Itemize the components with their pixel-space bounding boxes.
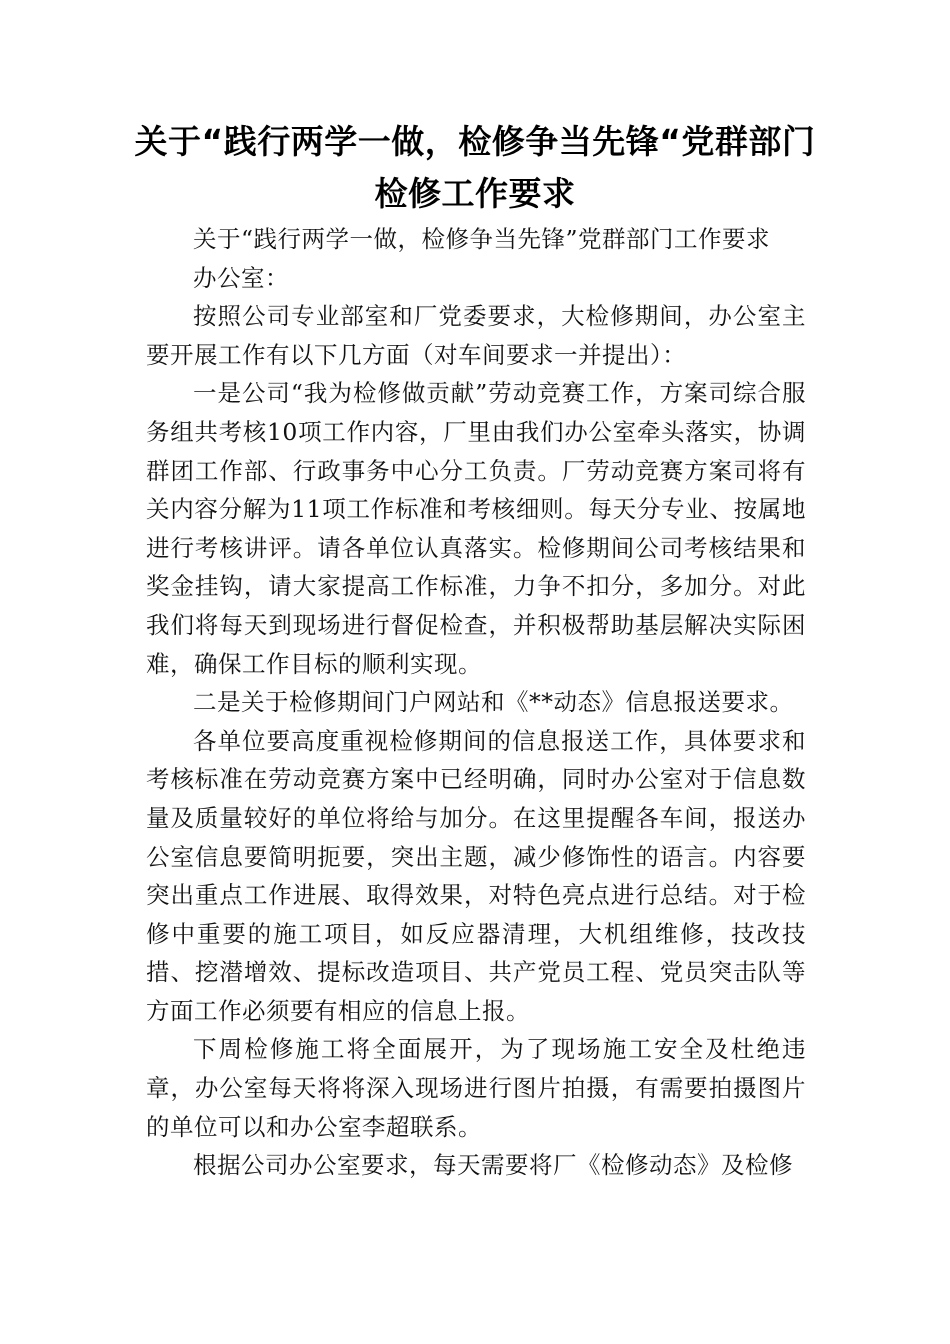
paragraph-item-one: 一是公司“我为检修做贡献”劳动竞赛工作，方案司综合服务组共考核10项工作内容，厂里由我们办公室牵头落实，协调群团工作部、行政事务中心分工负责。厂劳动竞赛方案司将有关内容分解为11项工作标准和考核细则。每天分专业、按属地进行考核讲评。请各单位认真落实。检修期间公司考核结果和奖金挂钩，请大家提高工作标准，力争不扣分，多加分。对此我们将每天到现场进行督促检查，并积极帮助基层解决实际困难，确保工作目标的顺利实现。 [146, 379, 806, 678]
paragraph-subject: 关于“践行两学一做，检修争当先锋”党群部门工作要求 [193, 225, 771, 253]
paragraph-addressee: 办公室： [193, 263, 289, 292]
paragraph-daily-report: 根据公司办公室要求，每天需要将厂《检修动态》及检修 [193, 1151, 793, 1180]
document-title: 关于“践行两学一做，检修争当先锋“党群部门检修工作要求 [134, 122, 816, 213]
paragraph-item-two: 二是关于检修期间门户网站和《**动态》信息报送要求。 [193, 688, 794, 717]
document-body [146, 220, 806, 1185]
paragraph-info-reporting: 各单位要高度重视检修期间的信息报送工作，具体要求和考核标准在劳动竞赛方案中已经明确，同时办公室对于信息数量及质量较好的单位将给与加分。在这里提醒各车间，报送办公室信息要简明扼要，突出主题，减少修饰性的语言。内容要突出重点工作进展、取得效果，对特色亮点进行总结。对于检修中重要的施工项目，如反应器清理，大机组维修，技改技措、挖潜增效、提标改造项目、共产党员工程、党员突击队等方面工作必须要有相应的信息上报。 [146, 726, 806, 1025]
paragraph-intro: 按照公司专业部室和厂党委要求，大检修期间，办公室主要开展工作有以下几方面（对车间要求一并提出）： [146, 302, 806, 369]
paragraph-photography: 下周检修施工将全面展开，为了现场施工安全及杜绝违章，办公室每天将将深入现场进行图片拍摄，有需要拍摄图片的单位可以和办公室李超联系。 [146, 1035, 806, 1141]
